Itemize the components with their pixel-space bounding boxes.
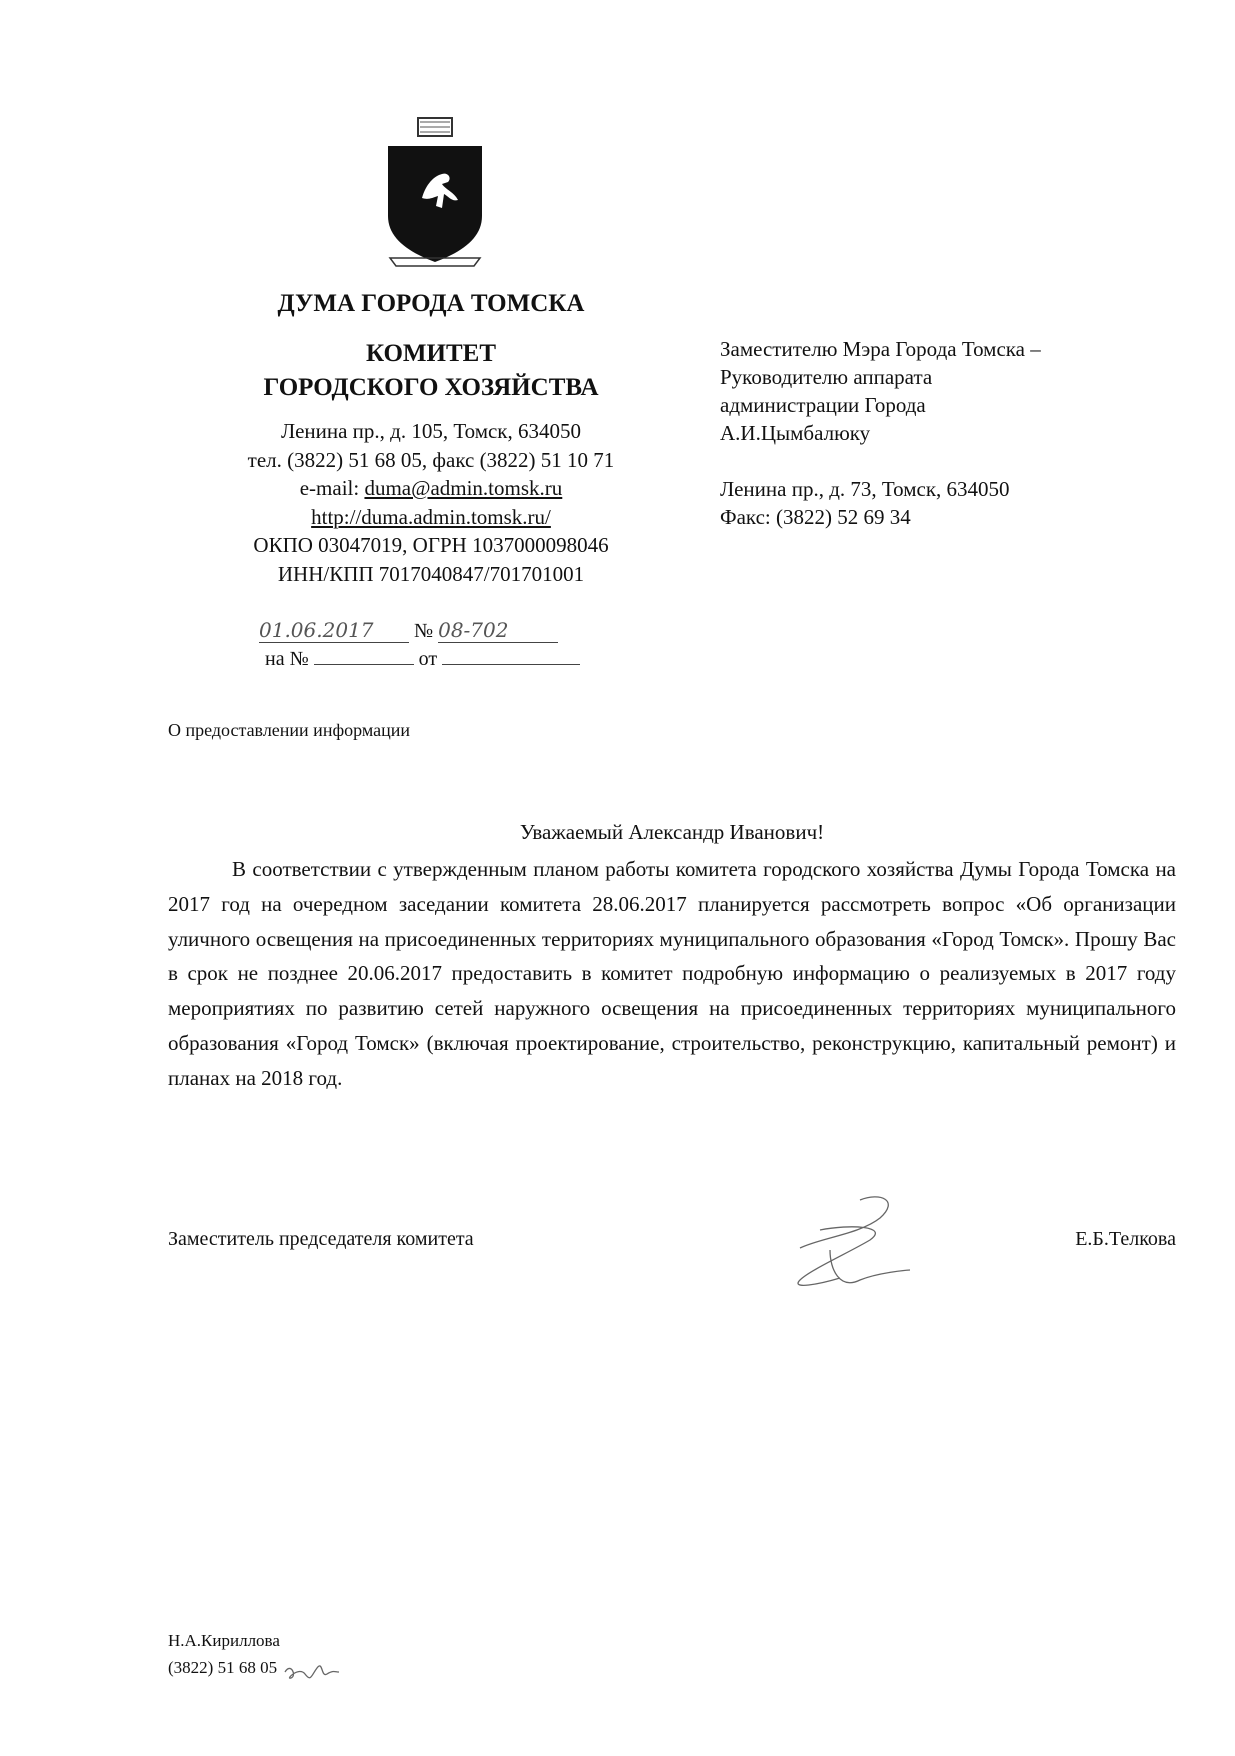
subject: О предоставлении информации [168,720,410,740]
signatory-position: Заместитель председателя комитета [168,1228,474,1250]
website-link[interactable]: http://duma.admin.tomsk.ru/ [311,504,551,529]
executor-phone: (3822) 51 68 05 [168,1658,278,1677]
recipient-line: Руководителю аппарата [720,365,933,389]
signatory-name: Е.Б.Телкова [1075,1228,1176,1250]
registration-line [259,618,558,643]
reply-line [265,648,580,671]
sender-phones: тел. (3822) 51 68 05, факс (3822) 51 10 71 [247,447,615,472]
recipient-line: Заместителю Мэра Города Томска – [720,337,1041,361]
executor-name: Н.А.Кириллова [168,1631,280,1650]
sender-address: Ленина пр., д. 105, Томск, 634050 [280,419,582,443]
inn: ИНН/КПП 7017040847/701701001 [277,561,585,586]
sender-contacts [181,417,681,588]
committee-line2: ГОРОДСКОГО ХОЗЯЙСТВА [263,374,599,401]
from-label: от [418,648,438,670]
recipient-name: А.И.Цымбалюку [720,421,871,445]
recipient-line: администрации Города [720,393,926,417]
recipient-fax: Факс: (3822) 52 69 34 [720,505,911,529]
initials-signature-icon [281,1658,341,1680]
recipient-address: Ленина пр., д. 73, Томск, 634050 [720,477,1010,501]
reply-label: на № [265,648,309,670]
okpo: ОКПО 03047019, ОГРН 1037000098046 [253,533,609,557]
reg-number: 08-702 [438,618,558,643]
greeting: Уважаемый Александр Иванович! [519,820,825,844]
signature-icon [780,1190,930,1300]
body-paragraph: В соответствии с утвержденным планом работы комитета городского хозяйства Думы Города Томска на 2017 год на очередном заседании комитета 28.06.2017 планируется рассмотреть вопрос «Об организации уличного освещения на присоединенных территориях муниципального образования «Город Томск». Прошу Вас в срок не позднее 20.06.2017 предоставить в комитет подробную информацию о реализуемых в 2017 году мероприятиях по развитию сетей наружного освещения на присоединенных территориях муниципального образования «Город Томск» (включая проектирование, строительство, реконструкцию, капитальный ремонт) и планах на 2018 год. [168,857,1176,1090]
reg-date: 01.06.2017 [259,618,409,643]
number-label: № [414,620,434,642]
executor [168,1627,341,1681]
email-label: e-mail: [299,476,365,500]
sender-org: ДУМА ГОРОДА ТОМСКА [277,290,585,317]
email-link[interactable]: duma@admin.tomsk.ru [364,476,563,500]
committee-line1: КОМИТЕТ [365,340,497,367]
tomsk-coat-of-arms-icon [384,116,486,276]
recipient [720,335,1041,531]
reply-date-blank [442,664,580,665]
reply-number-blank [314,664,414,665]
